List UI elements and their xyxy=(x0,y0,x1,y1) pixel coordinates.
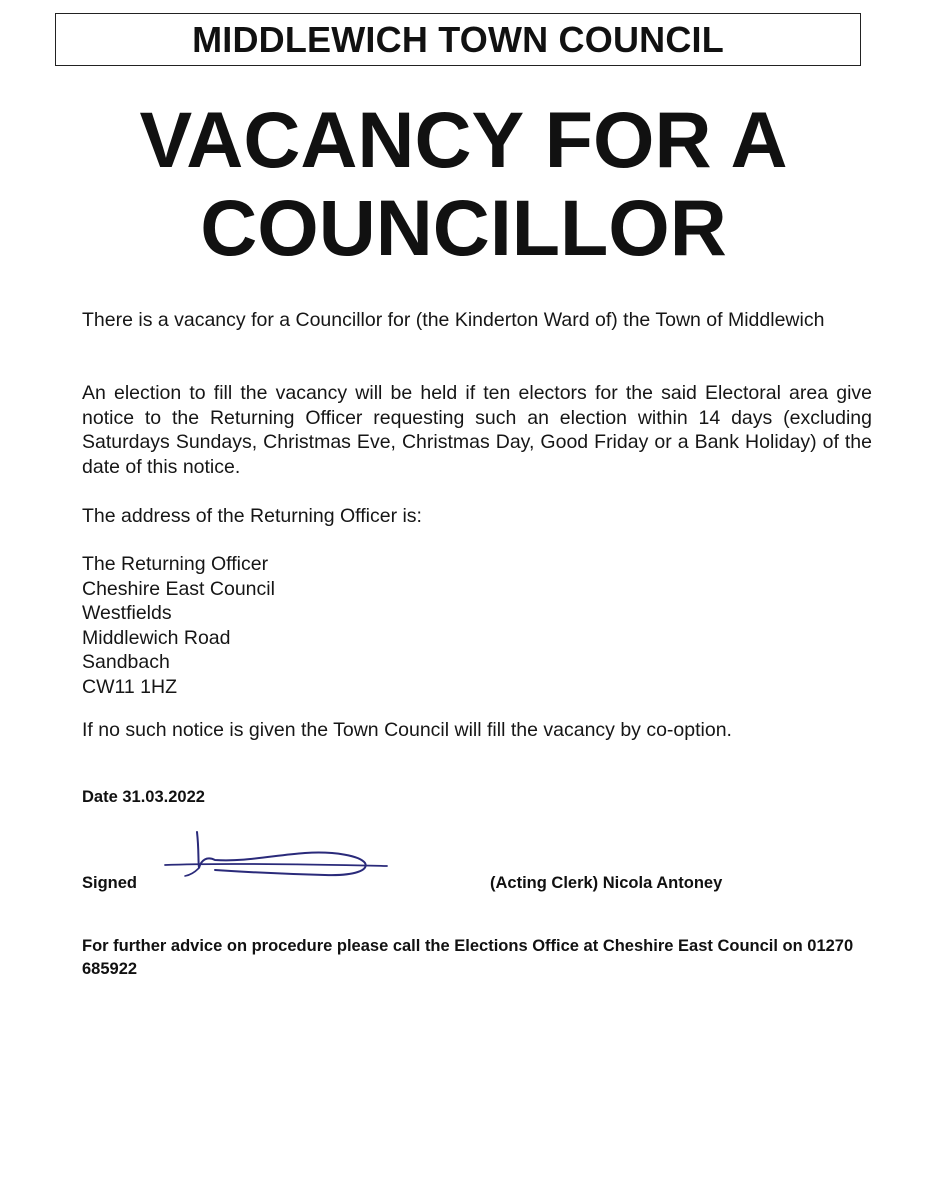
returning-officer-address xyxy=(82,552,872,699)
address-line: Westfields xyxy=(82,602,172,624)
clerk-name: (Acting Clerk) Nicola Antoney xyxy=(490,874,723,892)
co-option-paragraph: If no such notice is given the Town Council will fill the vacancy by co-option. xyxy=(82,719,732,741)
notice-date: Date 31.03.2022 xyxy=(82,788,205,806)
vacancy-paragraph: There is a vacancy for a Councillor for (the Kinderton Ward of) the Town of Middlewich xyxy=(82,309,825,331)
address-line: CW11 1HZ xyxy=(82,675,177,698)
council-name: MIDDLEWICH TOWN COUNCIL xyxy=(192,18,724,60)
election-paragraph: An election to fill the vacancy will be held if ten electors for the said Electoral area give notice to the Returning Officer requesting such an election within 14 days (excluding Saturdays Sundays, Christmas Eve, Christmas Day, Good Friday or a Bank Holiday) of the date of this notice. xyxy=(82,382,872,478)
address-intro: The address of the Returning Officer is: xyxy=(82,505,422,527)
address-line: Middlewich Road xyxy=(82,626,231,649)
address-line: The Returning Officer xyxy=(82,553,269,575)
header-box xyxy=(55,13,861,66)
advice-note: For further advice on procedure please call the Elections Office at Cheshire East Council on 01270 685922 xyxy=(82,937,854,978)
address-line: Sandbach xyxy=(82,651,170,673)
signed-label: Signed xyxy=(82,874,138,892)
headline xyxy=(0,96,927,272)
headline-line-1: VACANCY FOR A xyxy=(139,95,788,184)
address-line: Cheshire East Council xyxy=(82,577,275,600)
handwritten-signature xyxy=(155,820,395,895)
headline-line-2: COUNCILLOR xyxy=(200,183,727,272)
